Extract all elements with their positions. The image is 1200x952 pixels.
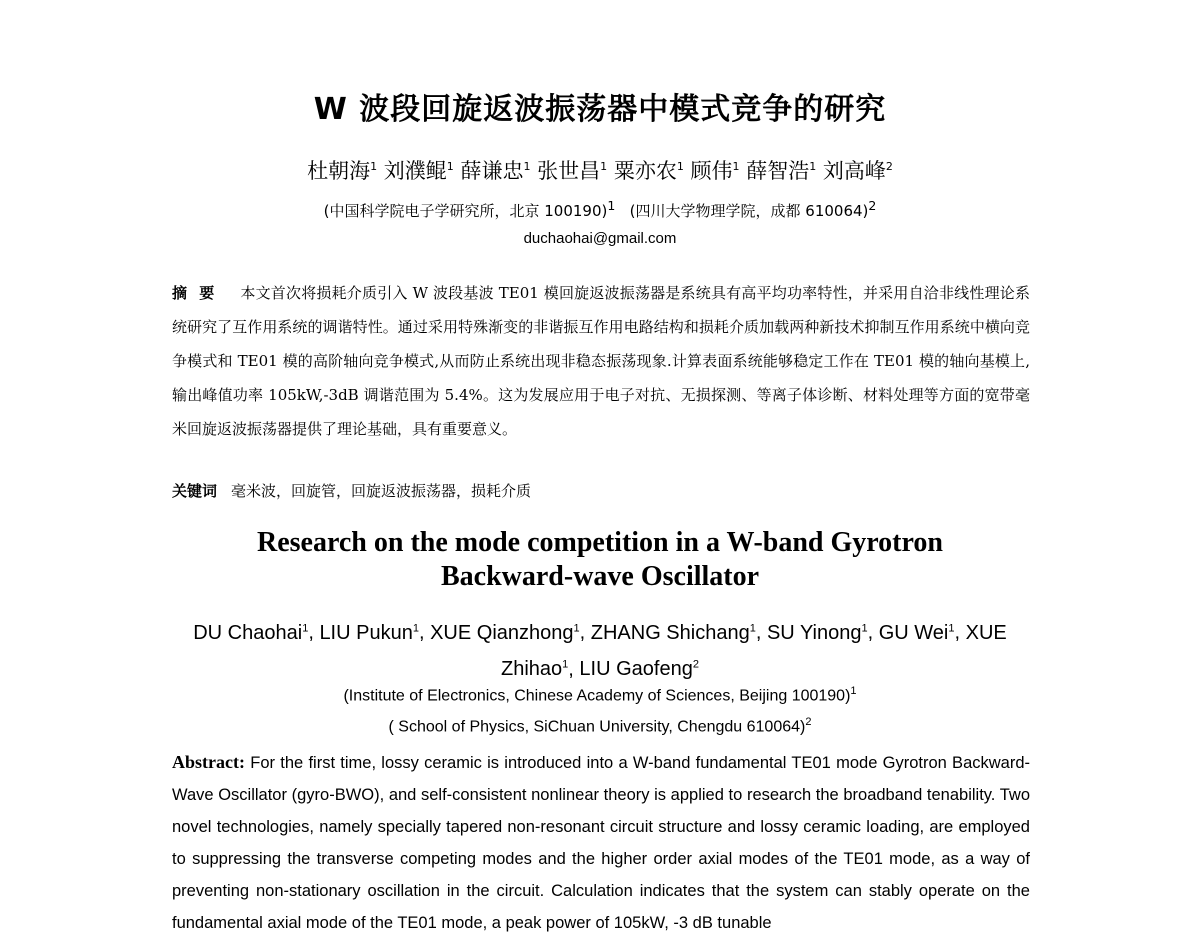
english-affiliation-2: ( School of Physics, SiChuan University, Chengdu 610064)$^2$ xyxy=(388,716,812,736)
author: 张世昌$^1$ xyxy=(537,159,608,183)
author: XUE Qianzhong$^1$ xyxy=(430,621,580,644)
author: 薛智浩$^1$ xyxy=(746,159,817,183)
author: 刘高峰$^2$ xyxy=(822,159,893,183)
english-abstract xyxy=(172,746,1030,939)
author: 粟亦农$^1$ xyxy=(613,159,684,183)
author: 顾伟$^1$ xyxy=(690,159,740,183)
author: 刘濮鲲$^1$ xyxy=(383,159,454,183)
author: 薛谦忠$^1$ xyxy=(460,159,531,183)
chinese-title: W 波段回旋返波振荡器中模式竞争的研究 xyxy=(313,92,887,127)
chinese-author-list xyxy=(0,155,1200,185)
english-affiliation-1: (Institute of Electronics, Chinese Academy of Sciences, Beijing 100190)$^1$ xyxy=(343,685,857,705)
abstract-label: Abstract: xyxy=(172,752,245,772)
abstract-text: For the first time, lossy ceramic is introduced into a W-band fundamental TE01 mode Gyrotron Backward-Wave Oscillator (gyro-BWO), and self-consistent nonlinear theory is applied to research the broadband tenability. Two novel technologies, namely specially tapered non-resonant circuit structure and lossy ceramic loading, are employed to suppressing the transverse competing modes and the higher order axial modes of the TE01 mode, as a way of preventing non-stationary oscillation in the circuit. Calculation indicates that the system can stably operate on the fundamental axial mode of the TE01 mode, a peak power of 105kW, -3 dB tunable xyxy=(172,754,1030,932)
author: DU Chaohai$^1$ xyxy=(193,621,309,644)
author: LIU Gaofeng$^2$ xyxy=(579,658,699,681)
author: ZHANG Shichang$^1$ xyxy=(590,621,756,644)
keywords-label: 关键词 xyxy=(172,482,218,500)
abstract-label: 摘要 xyxy=(172,284,227,302)
english-title: Research on the mode competition in a W-band Gyrotron Backward-wave Oscillator xyxy=(256,527,943,592)
chinese-affiliations: (中国科学院电子学研究所，北京 100190)$^1$ (四川大学物理学院，成都 610064)$^2$ xyxy=(323,198,877,220)
author: SU Yinong$^1$ xyxy=(766,621,868,644)
english-author-list: DU Chaohai$^1$, LIU Pukun$^1$, XUE Qianzhong$^1$, ZHANG Shichang$^1$, SU Yinong$^1$, GU Wei$^1$, XUE Zhihao$^1$, LIU Gaofeng$^2$ xyxy=(193,621,1007,681)
author: LIU Pukun$^1$ xyxy=(319,621,419,644)
author: XUE Zhihao$^1$ xyxy=(501,621,1007,681)
keywords-text: 毫米波，回旋管，回旋返波振荡器，损耗介质 xyxy=(231,482,532,500)
chinese-abstract xyxy=(172,276,1030,446)
author: 杜朝海$^1$ xyxy=(307,159,378,183)
chinese-keywords xyxy=(172,480,1030,501)
author: GU Wei$^1$ xyxy=(878,621,955,644)
author-email[interactable]: duchaohai@gmail.com xyxy=(523,230,677,247)
abstract-text: 本文首次将损耗介质引入 W 波段基波 TE01 模回旋返波振荡器是系统具有高平均功率特性，并采用自洽非线性理论系统研究了互作用系统的调谐特性。通过采用特殊渐变的非谐振互作用电路结构和损耗介质加载两种新技术抑制互作用系统中横向竞争模式和 TE01 模的高阶轴向竞争模式,从而防止系统出现非稳态振荡现象.计算表面系统能够稳定工作在 TE01 模的轴向基模上,输出峰值功率 105kW,-3dB 调谐范围为 5.4%。这为发展应用于电子对抗、无损探测、等离子体诊断、材料处理等方面的宽带毫米回旋返波振荡器提供了理论基础，具有重要意义。 xyxy=(172,284,1030,438)
